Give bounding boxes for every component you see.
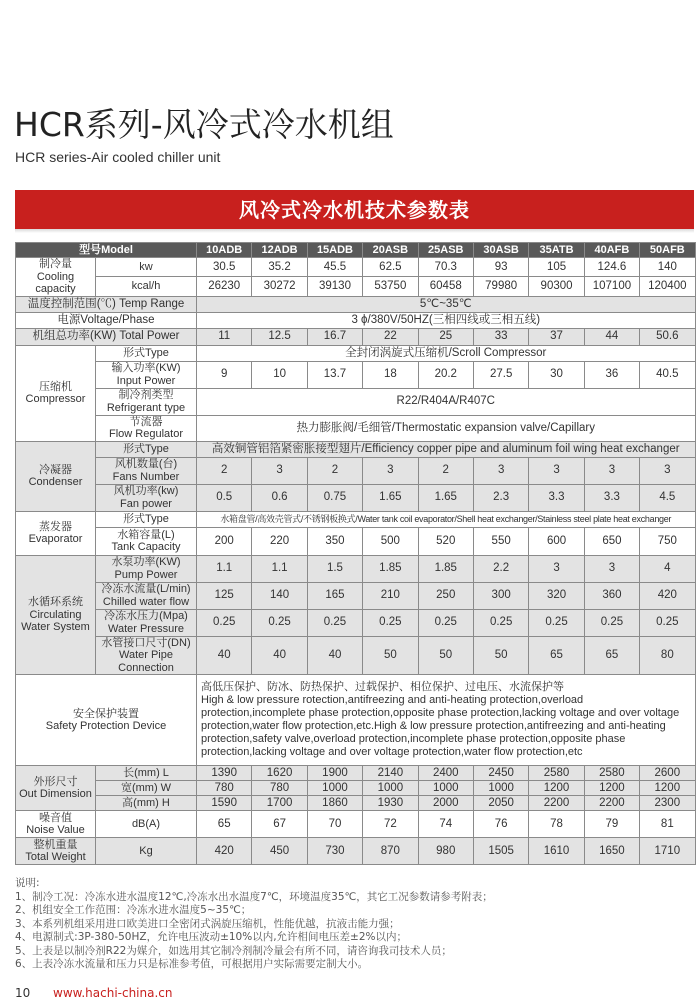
value-cell: 1000 [473,781,528,796]
value-cell: 0.25 [307,609,362,636]
value-cell: 500 [363,527,418,555]
page-number: 10 [15,986,31,1000]
table-row [16,276,696,296]
table-row [16,609,696,636]
model-column-header: 30ASB [473,243,528,258]
value-cell: 18 [363,361,418,388]
model-column-header: 50AFB [640,243,695,258]
value-cell: 1000 [363,781,418,796]
model-column-header: 10ADB [197,243,252,258]
row-sub-label: 宽(mm) W [96,781,197,796]
value-cell: 60458 [418,276,473,296]
section-banner: 风冷式冷水机技术参数表 [15,190,694,229]
value-cell: 65 [584,636,639,675]
value-cell: 2140 [363,766,418,781]
value-cell: 360 [584,582,639,609]
value-cell: 2 [307,457,362,484]
value-cell: 1000 [418,781,473,796]
row-sub-label: 冷冻水压力(Mpa) Water Pressure [96,609,197,636]
value-cell: 125 [197,582,252,609]
value-cell: 16.7 [307,328,362,345]
value-cell: 250 [418,582,473,609]
value-cell: 600 [529,527,584,555]
value-cell: 40.5 [640,361,695,388]
value-cell: 780 [252,781,307,796]
value-cell: 3 [640,457,695,484]
value-cell: 30 [529,361,584,388]
value-cell: 2580 [584,766,639,781]
value-cell: 30272 [252,276,307,296]
note-item: 3、本系列机组采用进口欧美进口全密闭式涡旋压缩机，性能优越，抗液击能力强； [15,917,400,930]
value-cell: 140 [640,258,695,277]
table-row [16,296,696,312]
value-cell: 0.25 [529,609,584,636]
value-cell: 3.3 [529,484,584,511]
table-row [16,766,696,781]
value-cell: 1590 [197,796,252,811]
value-cell: 65 [529,636,584,675]
value-cell: 1.1 [252,555,307,582]
row-group-label: 冷凝器 Condenser [16,441,96,511]
value-cell: 2580 [529,766,584,781]
table-row [16,555,696,582]
row-sub-label: kcal/h [96,276,197,296]
value-cell: 72 [363,811,418,838]
value-cell: 1200 [640,781,695,796]
table-row [16,582,696,609]
value-cell: 120400 [640,276,695,296]
value-cell: 1610 [529,838,584,865]
row-sub-label: 冷冻水流量(L/min) Chilled water flow [96,582,197,609]
row-group-label: 蒸发器 Evaporator [16,511,96,555]
table-row [16,361,696,388]
value-cell: 50 [363,636,418,675]
value-cell: 0.25 [640,609,695,636]
value-cell: 35.2 [252,258,307,277]
row-sub-label: 风机数量(台) Fans Number [96,457,197,484]
value-cell: 78 [529,811,584,838]
row-sub-label: 形式Type [96,511,197,527]
spanning-value-cell: 热力膨胀阀/毛细管/Thermostatic expansion valve/Capillary [197,415,696,441]
row-group-label: 制冷量 Cooling capacity [16,258,96,297]
value-cell: 90300 [529,276,584,296]
page-title: HCR系列-风冷式冷水机组 [14,105,394,144]
value-cell: 4 [640,555,695,582]
value-cell: 0.25 [363,609,418,636]
value-cell: 93 [473,258,528,277]
table-row [16,636,696,675]
value-cell: 44 [584,328,639,345]
value-cell: 3 [529,457,584,484]
row-sub-label: kw [96,258,197,277]
spanning-value-cell: 高效铜管铝箔紧密胀接型翅片/Efficiency copper pipe and aluminum foil wing heat exchanger [197,441,696,457]
value-cell: 0.25 [197,609,252,636]
banner-shadow [15,229,694,233]
value-cell: 3 [584,457,639,484]
value-cell: 420 [197,838,252,865]
spanning-value-cell: 水箱盘管/高效壳管式/不锈钢板换式/Water tank coil evaporator/Shell heat exchanger/Stainless steel plate heat exchanger [197,511,696,527]
value-cell: 1200 [584,781,639,796]
table-row [16,258,696,277]
table-row [16,527,696,555]
value-cell: 13.7 [307,361,362,388]
row-group-label: 机组总功率(KW) Total Power [16,328,197,345]
value-cell: 79980 [473,276,528,296]
value-cell: 12.5 [252,328,307,345]
row-sub-label: 风机功率(kw) Fan power [96,484,197,511]
row-group-label: 整机重量 Total Weight [16,838,96,865]
table-row [16,838,696,865]
row-group-label: 温度控制范围(℃) Temp Range [16,296,197,312]
row-sub-label: 长(mm) L [96,766,197,781]
value-cell: 50.6 [640,328,695,345]
row-group-label: 噪音值 Noise Value [16,811,96,838]
notes [15,877,493,972]
value-cell: 1.1 [197,555,252,582]
row-group-label: 安全保护装置 Safety Protection Device [16,675,197,766]
value-cell: 200 [197,527,252,555]
value-cell: 36 [584,361,639,388]
value-cell: 40 [197,636,252,675]
value-cell: 26230 [197,276,252,296]
value-cell: 11 [197,328,252,345]
value-cell: 650 [584,527,639,555]
website-link[interactable]: www.hachi-china.cn [53,986,173,1000]
model-column-header: 12ADB [252,243,307,258]
row-sub-label: 制冷剂类型 Refrigerant type [96,388,197,415]
table-row [16,312,696,328]
note-item: 4、电源制式:3P-380-50HZ，允许电压波动±10%以内,允许相间电压差±2%以内； [15,931,407,943]
value-cell: 40 [252,636,307,675]
row-group-label: 水循环系统 Circulating Water System [16,555,96,675]
note-item: 2、机组安全工作范围：冷冻水进水温度5~35℃； [15,904,252,916]
row-group-label: 电源Voltage/Phase [16,312,197,328]
value-cell: 0.25 [584,609,639,636]
value-cell: 1.85 [418,555,473,582]
value-cell: 1.5 [307,555,362,582]
value-cell: 9 [197,361,252,388]
value-cell: 320 [529,582,584,609]
value-cell: 210 [363,582,418,609]
table-row [16,388,696,415]
value-cell: 27.5 [473,361,528,388]
value-cell: 10 [252,361,307,388]
value-cell: 300 [473,582,528,609]
value-cell: 20.2 [418,361,473,388]
value-cell: 0.5 [197,484,252,511]
value-cell: 3 [252,457,307,484]
value-cell: 2600 [640,766,695,781]
value-cell: 70.3 [418,258,473,277]
note-item: 1、制冷工况：冷冻水进水温度12℃,冷冻水出水温度7℃，环境温度35℃，其它工况参数请参考附表； [15,890,493,903]
value-cell: 220 [252,527,307,555]
row-sub-label: 输入功率(KW) Input Power [96,361,197,388]
value-cell: 1700 [252,796,307,811]
notes-heading: 说明: [15,877,40,889]
safety-text-en: High & low pressure rotection,antifreezing and anti-heating protection,overload protection,incomplete phase protection,opposite phase protection,lacking voltage and over voltage protection,water flow protection,etc.High & low pressure protection,antifreezing and anti-heating protection,safety valve,overload protection,incomplete phase protection,opposite phase protection,lacking voltage and over voltage protection,water flow protection,etc [201,694,680,758]
value-cell: 1620 [252,766,307,781]
value-cell: 2200 [529,796,584,811]
table-row [16,457,696,484]
value-cell: 870 [363,838,418,865]
table-row [16,328,696,345]
value-cell: 1.65 [363,484,418,511]
value-cell: 450 [252,838,307,865]
value-cell: 45.5 [307,258,362,277]
table-row [16,811,696,838]
value-cell: 730 [307,838,362,865]
value-cell: 1860 [307,796,362,811]
model-column-header: 15ADB [307,243,362,258]
table-row [16,345,696,361]
value-cell: 50 [473,636,528,675]
value-cell: 1.65 [418,484,473,511]
value-cell: 62.5 [363,258,418,277]
value-cell: 3 [584,555,639,582]
safety-text-cn: 高低压保护、防冰、防热保护、过载保护、相位保护、过电压、水流保护等 [201,681,564,693]
value-cell: 2 [418,457,473,484]
value-cell: 79 [584,811,639,838]
spanning-value-cell: R22/R404A/R407C [197,388,696,415]
value-cell: 0.75 [307,484,362,511]
table-row [16,484,696,511]
row-sub-label: Kg [96,838,197,865]
value-cell: 124.6 [584,258,639,277]
value-cell: 3 [529,555,584,582]
value-cell: 1650 [584,838,639,865]
row-sub-label: 形式Type [96,345,197,361]
note-item: 5、上表是以制冷剂R22为媒介，如选用其它制冷剂制冷量会有所不同，请咨询我司技术人员； [15,944,452,957]
value-cell: 81 [640,811,695,838]
table-row [16,441,696,457]
value-cell: 76 [473,811,528,838]
value-cell: 1710 [640,838,695,865]
table-row [16,675,696,766]
value-cell: 33 [473,328,528,345]
value-cell: 3 [473,457,528,484]
value-cell: 750 [640,527,695,555]
table-row [16,781,696,796]
table-row [16,415,696,441]
value-cell: 70 [307,811,362,838]
value-cell: 67 [252,811,307,838]
value-cell: 105 [529,258,584,277]
value-cell: 80 [640,636,695,675]
model-column-header: 20ASB [363,243,418,258]
spanning-value-cell: 全封闭涡旋式压缩机/Scroll Compressor [197,345,696,361]
spanning-value-cell: 5℃~35℃ [197,296,696,312]
model-column-header: 25ASB [418,243,473,258]
value-cell: 22 [363,328,418,345]
value-cell: 2000 [418,796,473,811]
value-cell: 2450 [473,766,528,781]
page-subtitle: HCR series-Air cooled chiller unit [15,149,221,165]
note-item: 6、上表冷冻水流量和压力只是标准参考值，可根据用户实际需要定制大小。 [15,958,369,970]
value-cell: 3 [363,457,418,484]
value-cell: 2.3 [473,484,528,511]
model-column-header: 35ATB [529,243,584,258]
value-cell: 53750 [363,276,418,296]
value-cell: 520 [418,527,473,555]
value-cell: 1200 [529,781,584,796]
value-cell: 65 [197,811,252,838]
value-cell: 1900 [307,766,362,781]
value-cell: 420 [640,582,695,609]
spanning-value-cell: 3 ϕ/380V/50HZ(三相四线或三相五线) [197,312,696,328]
value-cell: 2400 [418,766,473,781]
value-cell: 140 [252,582,307,609]
safety-description-cell [197,675,696,766]
value-cell: 350 [307,527,362,555]
value-cell: 37 [529,328,584,345]
value-cell: 50 [418,636,473,675]
value-cell: 3.3 [584,484,639,511]
value-cell: 0.6 [252,484,307,511]
value-cell: 25 [418,328,473,345]
value-cell: 2200 [584,796,639,811]
value-cell: 4.5 [640,484,695,511]
value-cell: 2.2 [473,555,528,582]
table-row [16,796,696,811]
row-group-label: 压缩机 Compressor [16,345,96,441]
value-cell: 30.5 [197,258,252,277]
value-cell: 39130 [307,276,362,296]
value-cell: 107100 [584,276,639,296]
value-cell: 1505 [473,838,528,865]
table-header-row [16,243,696,258]
value-cell: 1930 [363,796,418,811]
model-column-header: 40AFB [584,243,639,258]
value-cell: 74 [418,811,473,838]
model-header: 型号Model [16,243,197,258]
row-sub-label: 节流器 Flow Regulator [96,415,197,441]
row-sub-label: 高(mm) H [96,796,197,811]
row-sub-label: 水管接口尺寸(DN) Water Pipe Connection [96,636,197,675]
row-sub-label: 水箱容量(L) Tank Capacity [96,527,197,555]
value-cell: 2300 [640,796,695,811]
value-cell: 550 [473,527,528,555]
value-cell: 2050 [473,796,528,811]
row-sub-label: dB(A) [96,811,197,838]
value-cell: 780 [197,781,252,796]
row-group-label: 外形尺寸 Out Dimension [16,766,96,811]
spec-table [15,242,696,865]
value-cell: 1000 [307,781,362,796]
value-cell: 980 [418,838,473,865]
value-cell: 0.25 [418,609,473,636]
table-row [16,511,696,527]
value-cell: 1.85 [363,555,418,582]
value-cell: 0.25 [252,609,307,636]
row-sub-label: 形式Type [96,441,197,457]
value-cell: 40 [307,636,362,675]
value-cell: 2 [197,457,252,484]
value-cell: 165 [307,582,362,609]
value-cell: 0.25 [473,609,528,636]
value-cell: 1390 [197,766,252,781]
row-sub-label: 水泵功率(KW) Pump Power [96,555,197,582]
